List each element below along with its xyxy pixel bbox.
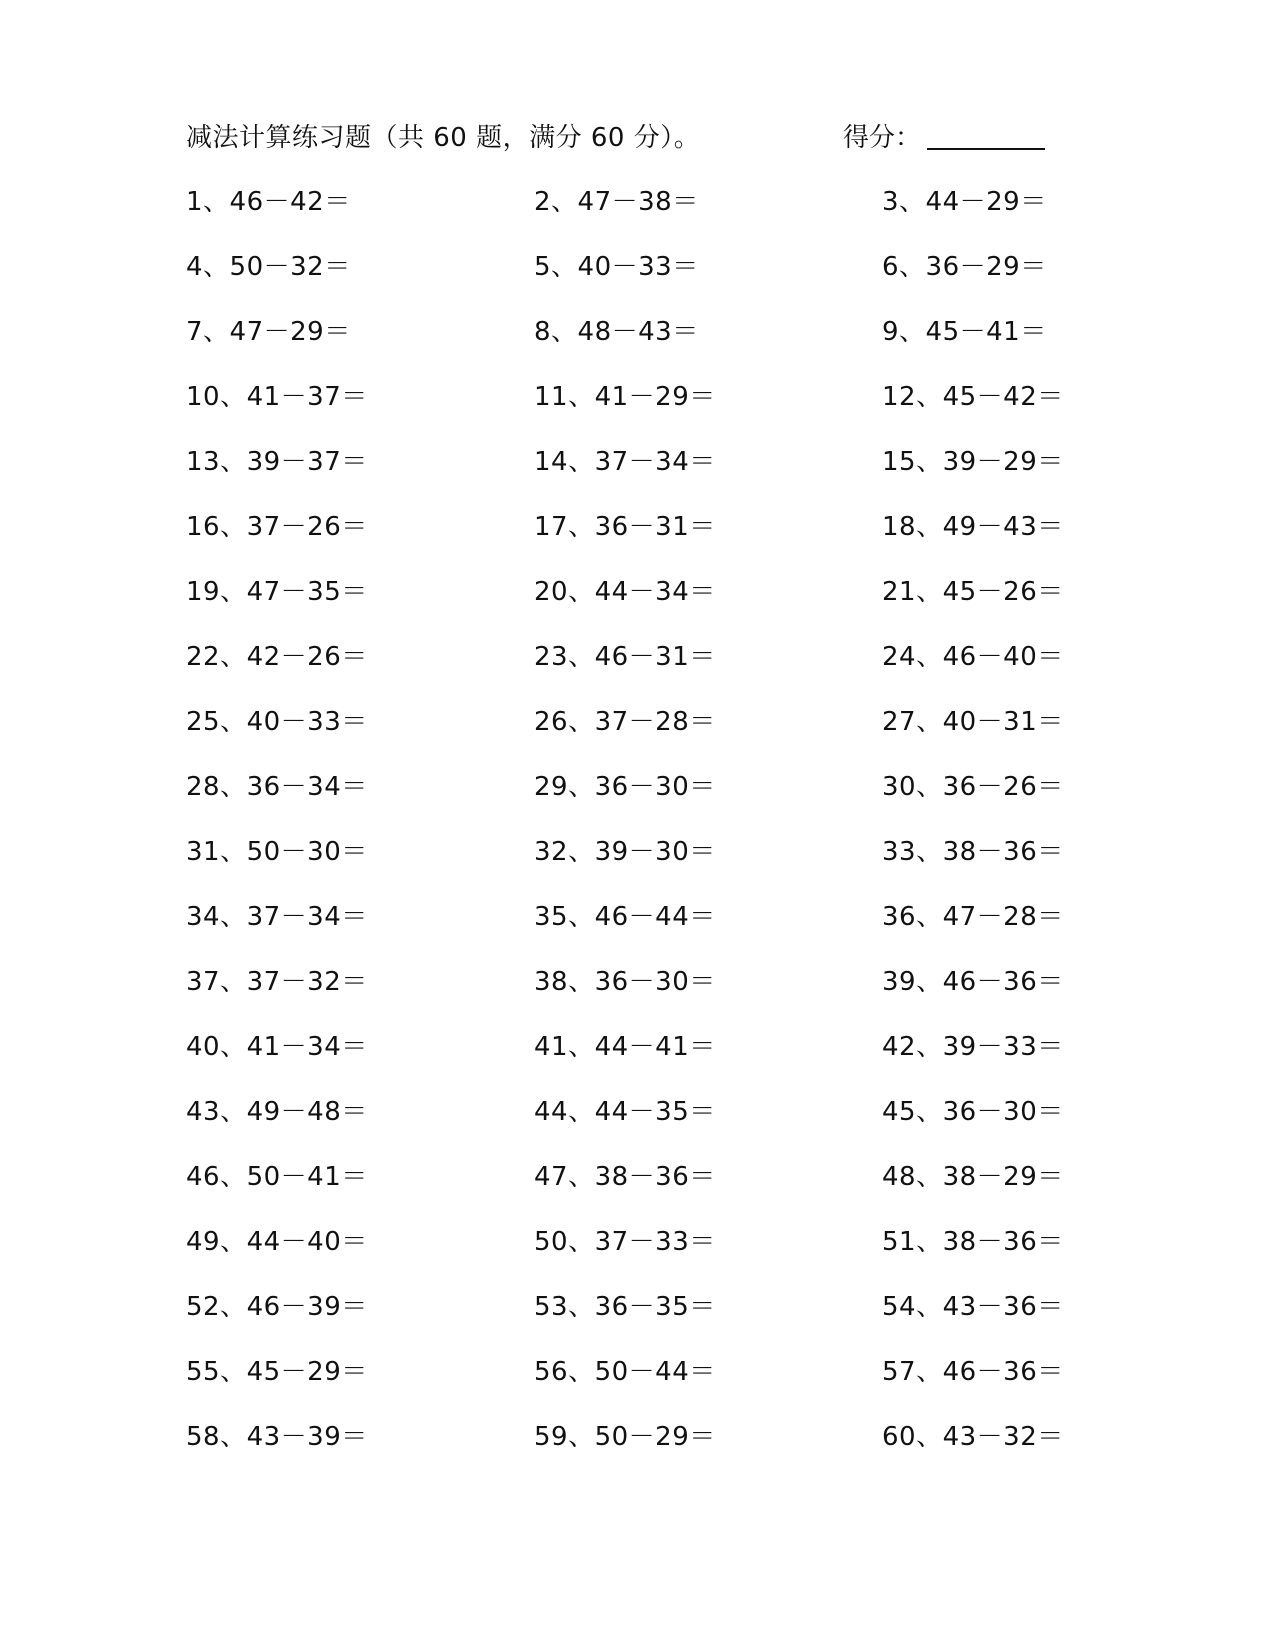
problem-item: 34、37－34＝ [186, 902, 368, 932]
problem-item: 48、38－29＝ [882, 1162, 1064, 1192]
problem-item: 24、46－40＝ [882, 642, 1064, 672]
problem-item: 12、45－42＝ [882, 382, 1064, 412]
problem-item: 2、47－38＝ [534, 187, 699, 217]
problem-item: 37、37－32＝ [186, 967, 368, 997]
problem-item: 58、43－39＝ [186, 1422, 368, 1452]
problem-item: 27、40－31＝ [882, 707, 1064, 737]
problem-item: 49、44－40＝ [186, 1227, 368, 1257]
problem-item: 8、48－43＝ [534, 317, 699, 347]
problem-item: 25、40－33＝ [186, 707, 368, 737]
problem-item: 60、43－32＝ [882, 1422, 1064, 1452]
problem-item: 57、46－36＝ [882, 1357, 1064, 1387]
problem-item: 42、39－33＝ [882, 1032, 1064, 1062]
problem-item: 1、46－42＝ [186, 187, 351, 217]
problem-item: 15、39－29＝ [882, 447, 1064, 477]
problem-item: 56、50－44＝ [534, 1357, 716, 1387]
problem-item: 5、40－33＝ [534, 252, 699, 282]
problem-item: 52、46－39＝ [186, 1292, 368, 1322]
problem-item: 28、36－34＝ [186, 772, 368, 802]
problem-grid [186, 182, 1206, 1482]
problem-item: 11、41－29＝ [534, 382, 716, 412]
problem-item: 43、49－48＝ [186, 1097, 368, 1127]
worksheet-title: 减法计算练习题（共 60 题，满分 60 分）。 [186, 123, 701, 153]
problem-item: 10、41－37＝ [186, 382, 368, 412]
problem-item: 54、43－36＝ [882, 1292, 1064, 1322]
score-area [843, 118, 1045, 158]
problem-item: 47、38－36＝ [534, 1162, 716, 1192]
problem-item: 7、47－29＝ [186, 317, 351, 347]
problem-item: 53、36－35＝ [534, 1292, 716, 1322]
problem-item: 20、44－34＝ [534, 577, 716, 607]
problem-item: 39、46－36＝ [882, 967, 1064, 997]
problem-item: 9、45－41＝ [882, 317, 1047, 347]
problem-item: 46、50－41＝ [186, 1162, 368, 1192]
problem-item: 59、50－29＝ [534, 1422, 716, 1452]
problem-item: 31、50－30＝ [186, 837, 368, 867]
problem-item: 51、38－36＝ [882, 1227, 1064, 1257]
problem-item: 38、36－30＝ [534, 967, 716, 997]
problem-item: 16、37－26＝ [186, 512, 368, 542]
problem-item: 50、37－33＝ [534, 1227, 716, 1257]
problem-item: 4、50－32＝ [186, 252, 351, 282]
problem-item: 30、36－26＝ [882, 772, 1064, 802]
problem-item: 23、46－31＝ [534, 642, 716, 672]
problem-item: 18、49－43＝ [882, 512, 1064, 542]
problem-item: 21、45－26＝ [882, 577, 1064, 607]
score-label: 得分： [843, 123, 922, 153]
problem-item: 33、38－36＝ [882, 837, 1064, 867]
problem-item: 45、36－30＝ [882, 1097, 1064, 1127]
problem-item: 6、36－29＝ [882, 252, 1047, 282]
problem-item: 14、37－34＝ [534, 447, 716, 477]
problem-item: 44、44－35＝ [534, 1097, 716, 1127]
problem-item: 3、44－29＝ [882, 187, 1047, 217]
problem-item: 22、42－26＝ [186, 642, 368, 672]
problem-item: 36、47－28＝ [882, 902, 1064, 932]
problem-item: 13、39－37＝ [186, 447, 368, 477]
problem-item: 40、41－34＝ [186, 1032, 368, 1062]
problem-item: 26、37－28＝ [534, 707, 716, 737]
problem-item: 55、45－29＝ [186, 1357, 368, 1387]
problem-item: 41、44－41＝ [534, 1032, 716, 1062]
problem-item: 35、46－44＝ [534, 902, 716, 932]
problem-item: 19、47－35＝ [186, 577, 368, 607]
worksheet-header [186, 118, 1066, 158]
problem-item: 17、36－31＝ [534, 512, 716, 542]
score-blank[interactable] [927, 122, 1045, 150]
problem-item: 29、36－30＝ [534, 772, 716, 802]
problem-item: 32、39－30＝ [534, 837, 716, 867]
